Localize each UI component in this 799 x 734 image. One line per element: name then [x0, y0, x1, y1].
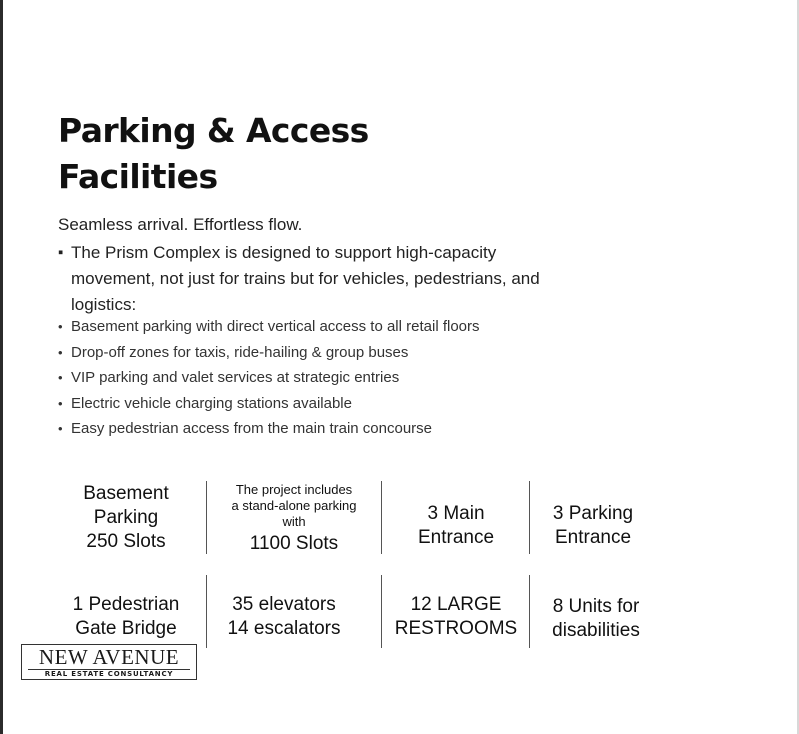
list-item: [58, 395, 480, 421]
stat-pedestrian-bridge: [56, 593, 196, 641]
new-avenue-logo: [21, 644, 197, 680]
column-divider: [206, 575, 207, 648]
stat-restrooms: [386, 593, 526, 641]
list-item-text: Easy pedestrian access from the main train concourse: [71, 420, 433, 437]
stat-line: RESTROOMS: [394, 618, 518, 639]
stat-note: with: [282, 514, 306, 529]
stat-basement-parking: [56, 482, 196, 554]
stat-value: 1100 Slots: [249, 533, 339, 554]
logo-tagline: REAL ESTATE CONSULTANCY: [44, 670, 174, 678]
intro-text: The Prism Complex is designed to support high-capacity movement, not just for trains but for vehicles, pedestrians, and logistics:: [71, 243, 540, 314]
bullet-icon: •: [58, 344, 63, 360]
square-bullet-icon: ▪: [58, 244, 64, 261]
stat-line: 35 elevators: [232, 594, 336, 615]
stat-parking-entrance: [528, 502, 658, 550]
list-item: [58, 369, 480, 395]
page-subtitle: Seamless arrival. Effortless flow.: [58, 215, 303, 234]
column-divider: [381, 575, 382, 648]
stat-line: Gate Bridge: [75, 618, 177, 639]
logo-name: NEW AVENUE: [38, 645, 180, 669]
stat-line: Entrance: [554, 527, 632, 548]
stat-line: Parking: [93, 507, 159, 528]
bullet-icon: •: [58, 421, 63, 436]
stat-line: Basement: [83, 483, 169, 504]
stat-line: 14 escalators: [227, 618, 341, 639]
column-divider: [381, 481, 382, 554]
list-item: [58, 420, 480, 446]
bullet-icon: •: [58, 395, 63, 411]
stat-standalone-parking: [214, 482, 374, 556]
stat-note: The project includes: [235, 482, 353, 497]
page-title: [58, 108, 558, 200]
title-line-1: Parking & Access: [58, 111, 369, 150]
stat-value: 250 Slots: [86, 531, 166, 552]
list-item-text: Electric vehicle charging stations available: [71, 394, 352, 412]
list-item-text: Basement parking with direct vertical access to all retail floors: [71, 318, 480, 335]
stat-line: disabilities: [552, 620, 640, 641]
list-item: [58, 318, 480, 344]
page-left-border: [0, 0, 3, 734]
column-divider: [206, 481, 207, 554]
stat-elevators-escalators: [214, 593, 354, 641]
stat-line: Entrance: [417, 527, 495, 548]
stat-line: 3 Parking: [552, 503, 634, 524]
list-item: [58, 344, 480, 370]
bullet-icon: •: [58, 370, 63, 385]
facility-list: [58, 318, 480, 446]
intro-paragraph: [58, 240, 558, 318]
stat-disability-units: [528, 595, 664, 643]
stat-line: 3 Main: [427, 503, 485, 524]
title-line-2: Facilities: [58, 157, 218, 196]
list-item-text: VIP parking and valet services at strategic entries: [71, 369, 400, 386]
stat-line: 12 LARGE: [410, 594, 502, 615]
stat-main-entrance: [386, 502, 526, 550]
bullet-icon: •: [58, 319, 63, 334]
list-item-text: Drop-off zones for taxis, ride-hailing & group buses: [71, 343, 409, 361]
stat-note: a stand-alone parking: [231, 498, 357, 513]
stat-line: 8 Units for: [552, 596, 640, 617]
stat-line: 1 Pedestrian: [72, 594, 180, 615]
